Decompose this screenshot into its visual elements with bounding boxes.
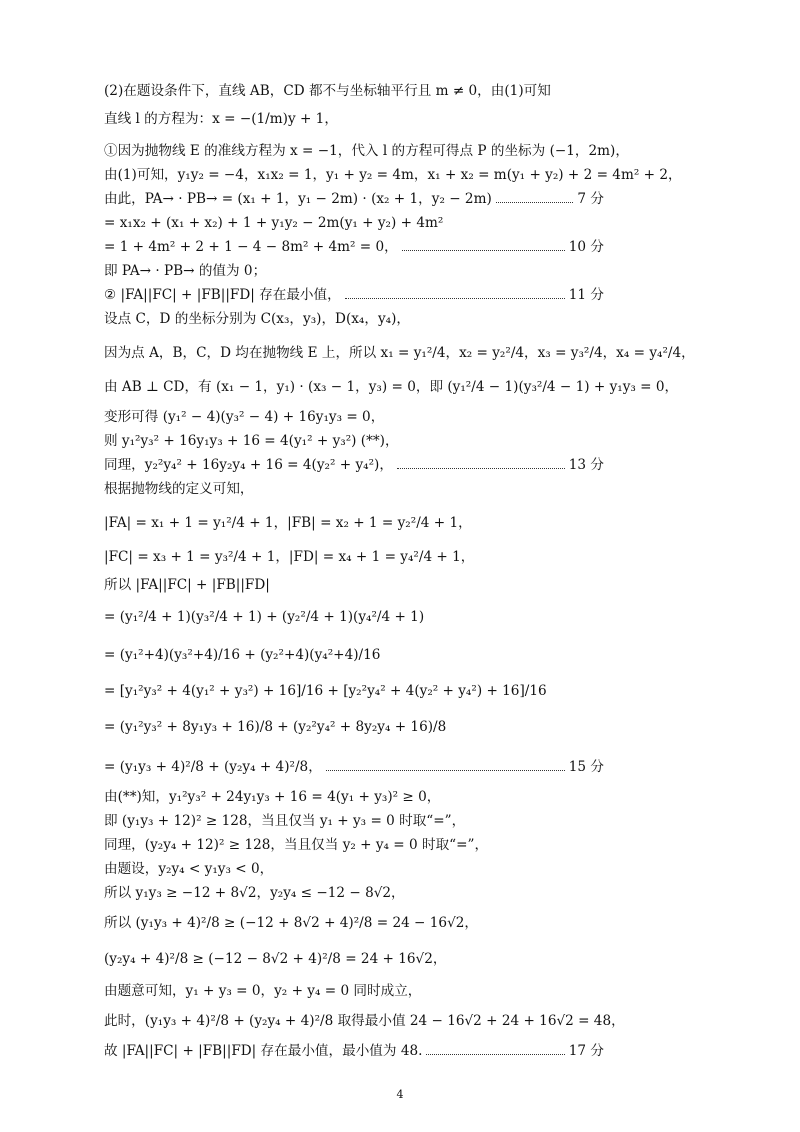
line-3: ①因为抛物线 E 的准线方程为 x = −1，代入 l 的方程可得点 P 的坐标为 (−1，2m)， [104, 143, 629, 159]
line-1: (2)在题设条件下，直线 AB，CD 都不与坐标轴平行且 m ≠ 0，由(1)可知 [104, 83, 551, 99]
line-26: 即 (y₁y₃ + 12)² ≥ 128，当且仅当 y₁ + y₃ = 0 时取“=”， [104, 813, 466, 829]
line-33: 此时，(y₁y₃ + 4)²/8 + (y₂y₄ + 4)²/8 取得最小值 24 − 16√2 + 24 + 16√2 = 48， [104, 1013, 625, 1029]
line-5-text: 由此，PA→ · PB→ = (x₁ + 1，y₁ − 2m) · (x₂ + 1，y₂ − 2m) [104, 191, 492, 207]
line-24 [104, 758, 604, 776]
line-30: 所以 (y₁y₃ + 4)²/8 ≥ (−12 + 8√2 + 4)²/8 = 24 − 16√2， [104, 915, 478, 931]
line-22: = [y₁²y₃² + 4(y₁² + y₃²) + 16]/16 + [y₂²y₄² + 4(y₂² + y₄²) + 16]/16 [104, 683, 547, 699]
dot-leader [397, 468, 565, 469]
dot-leader [496, 202, 574, 203]
line-8: 即 PA→ · PB→ 的值为 0； [104, 263, 267, 279]
dot-leader [426, 1054, 564, 1055]
line-6: = x₁x₂ + (x₁ + x₂) + 1 + y₁y₂ − 2m(y₁ + y₂) + 4m² [104, 215, 444, 231]
page-number: 4 [396, 1088, 404, 1101]
line-20: = (y₁²/4 + 1)(y₃²/4 + 1) + (y₂²/4 + 1)(y₄²/4 + 1) [104, 609, 425, 625]
line-2: 直线 l 的方程为：x = −(1/m)y + 1， [104, 111, 338, 127]
line-17: |FA| = x₁ + 1 = y₁²/4 + 1，|FB| = x₂ + 1 = y₂²/4 + 1， [104, 515, 472, 531]
line-19: 所以 |FA||FC| + |FB||FD| [104, 577, 270, 593]
line-10: 设点 C，D 的坐标分别为 C(x₃，y₃)，D(x₄，y₄)， [104, 311, 410, 327]
line-7 [104, 238, 604, 256]
dot-leader [326, 770, 565, 771]
score-mark: 11 分 [568, 287, 604, 303]
dot-leader [402, 250, 565, 251]
line-9-text: ② |FA||FC| + |FB||FD| 存在最小值， [104, 287, 341, 303]
line-29: 所以 y₁y₃ ≥ −12 + 8√2，y₂y₄ ≤ −12 − 8√2， [104, 885, 405, 901]
line-18: |FC| = x₃ + 1 = y₃²/4 + 1，|FD| = x₄ + 1 = y₄²/4 + 1， [104, 549, 475, 565]
line-23: = (y₁²y₃² + 8y₁y₃ + 16)/8 + (y₂²y₄² + 8y₂y₄ + 16)/8 [104, 719, 447, 735]
line-15-text: 同理，y₂²y₄² + 16y₂y₄ + 16 = 4(y₂² + y₄²)， [104, 457, 393, 473]
line-12: 由 AB ⊥ CD，有 (x₁ − 1，y₁) · (x₃ − 1，y₃) = 0，即 (y₁²/4 − 1)(y₃²/4 − 1) + y₁y₃ = 0， [104, 379, 679, 395]
line-16: 根据抛物线的定义可知， [104, 481, 254, 497]
score-mark: 17 分 [568, 1043, 604, 1059]
score-mark: 10 分 [568, 239, 604, 255]
score-mark: 15 分 [568, 759, 604, 775]
line-25: 由(**)知，y₁²y₃² + 24y₁y₃ + 16 = 4(y₁ + y₃)² ≥ 0， [104, 789, 441, 805]
line-7-text: = 1 + 4m² + 2 + 1 − 4 − 8m² + 4m² = 0， [104, 239, 398, 255]
line-21: = (y₁²+4)(y₃²+4)/16 + (y₂²+4)(y₄²+4)/16 [104, 647, 381, 663]
line-11: 因为点 A，B，C，D 均在抛物线 E 上，所以 x₁ = y₁²/4，x₂ = y₂²/4，x₃ = y₃²/4，x₄ = y₄²/4， [104, 345, 695, 361]
line-28: 由题设，y₂y₄ < y₁y₃ < 0， [104, 861, 274, 877]
line-4: 由(1)可知，y₁y₂ = −4，x₁x₂ = 1，y₁ + y₂ = 4m，x₁ + x₂ = m(y₁ + y₂) + 2 = 4m² + 2， [104, 167, 682, 183]
line-34-text: 故 |FA||FC| + |FB||FD| 存在最小值，最小值为 48. [104, 1043, 423, 1059]
line-14: 则 y₁²y₃² + 16y₁y₃ + 16 = 4(y₁² + y₃²) (**)， [104, 433, 399, 449]
line-34 [104, 1042, 604, 1060]
score-mark: 7 分 [577, 191, 604, 207]
dot-leader [345, 298, 565, 299]
line-27: 同理，(y₂y₄ + 12)² ≥ 128，当且仅当 y₂ + y₄ = 0 时取“=”， [104, 837, 489, 853]
line-13: 变形可得 (y₁² − 4)(y₃² − 4) + 16y₁y₃ = 0， [104, 409, 385, 425]
line-9 [104, 286, 604, 304]
line-31: (y₂y₄ + 4)²/8 ≥ (−12 − 8√2 + 4)²/8 = 24 + 16√2， [104, 951, 447, 967]
score-mark: 13 分 [568, 457, 604, 473]
line-5 [104, 190, 604, 208]
line-24-text: = (y₁y₃ + 4)²/8 + (y₂y₄ + 4)²/8， [104, 759, 322, 775]
line-32: 由题意可知，y₁ + y₃ = 0，y₂ + y₄ = 0 同时成立， [104, 983, 422, 999]
line-15 [104, 456, 604, 474]
